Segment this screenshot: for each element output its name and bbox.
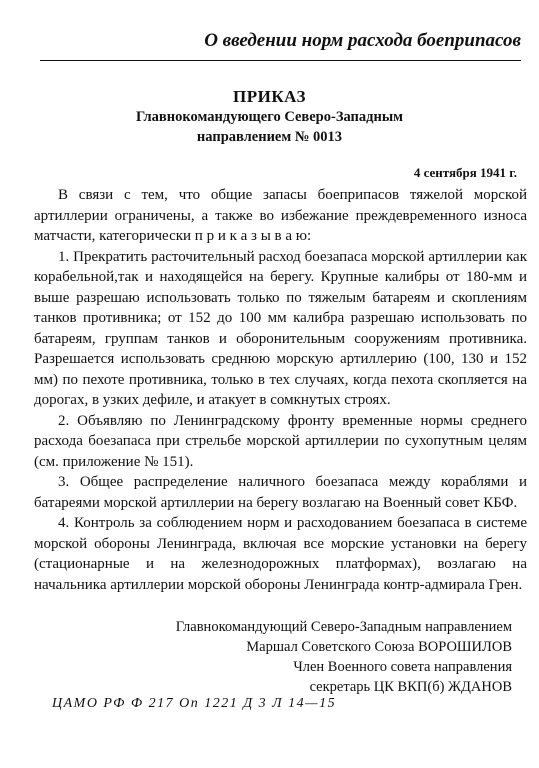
order-title: ПРИКАЗ — [233, 87, 306, 106]
archive-reference: ЦАМО РФ Ф 217 Оп 1221 Д 3 Л 14—15 — [52, 696, 337, 711]
paragraph-2: 2. Объявляю по Ленинградскому фронту временные нормы среднего расхода боезапаса при стрельбе морской артиллерии по сухопутным целям (см. приложение № 151). — [34, 412, 527, 470]
order-issuer: Главнокомандующего Северо-Западным — [135, 109, 404, 125]
signature-line-3: Член Военного совета направления — [293, 659, 512, 675]
header-rule — [40, 60, 521, 61]
paragraph-preamble: В связи с тем, что общие запасы боеприпасов тяжелой морской артиллерии ограничены, а также во избежание преждевременного износа матчасти, категорически п р и к а з ы в а ю: — [34, 187, 527, 244]
order-date: 4 сентября 1941 г. — [413, 165, 517, 180]
paragraph-3: 3. Общее распределение наличного боезапаса между кораблями и батареями морской артиллерии на берегу возлагаю на Военный совет КБФ. — [34, 474, 527, 511]
order-number: направлением № 0013 — [196, 129, 343, 145]
signature-line-1: Главнокомандующий Северо-Западным направлением — [175, 619, 512, 635]
running-head: О введении норм расхода боеприпасов — [204, 30, 521, 51]
paragraph-4: 4. Контроль за соблюдением норм и расходованием боезапаса в системе морской обороны Ленинграда, включая все морские установки на берегу (стационарные и на железнодорожных платформах), возлагаю на начальника артиллерии морской обороны Ленинграда контр-адмирала Грен. — [34, 515, 527, 593]
signature-block — [92, 617, 512, 697]
paragraph-1: 1. Прекратить расточительный расход боезапаса морской артиллерии как корабельной,так и находящейся на берегу. Крупные калибры от 180-мм и выше разрешаю использовать только по тяжелым батареям и скоплениям танков противника; от 152 до 100 мм калибра разрешаю использовать по батареям, группам танков и оборонительным сооружениям противника. Разрешается использовать среднюю морскую артиллерию (100, 130 и 152 мм) по пехоте противника, только в тех случаях, когда пехота скопляется на дорогах, в узких дефиле, и атакует в сомкнутых строях. — [34, 248, 527, 408]
signature-line-2: Маршал Советского Союза ВОРОШИЛОВ — [246, 639, 512, 655]
order-body — [34, 185, 527, 595]
signature-line-4: секретарь ЦК ВКП(б) ЖДАНОВ — [309, 679, 512, 695]
